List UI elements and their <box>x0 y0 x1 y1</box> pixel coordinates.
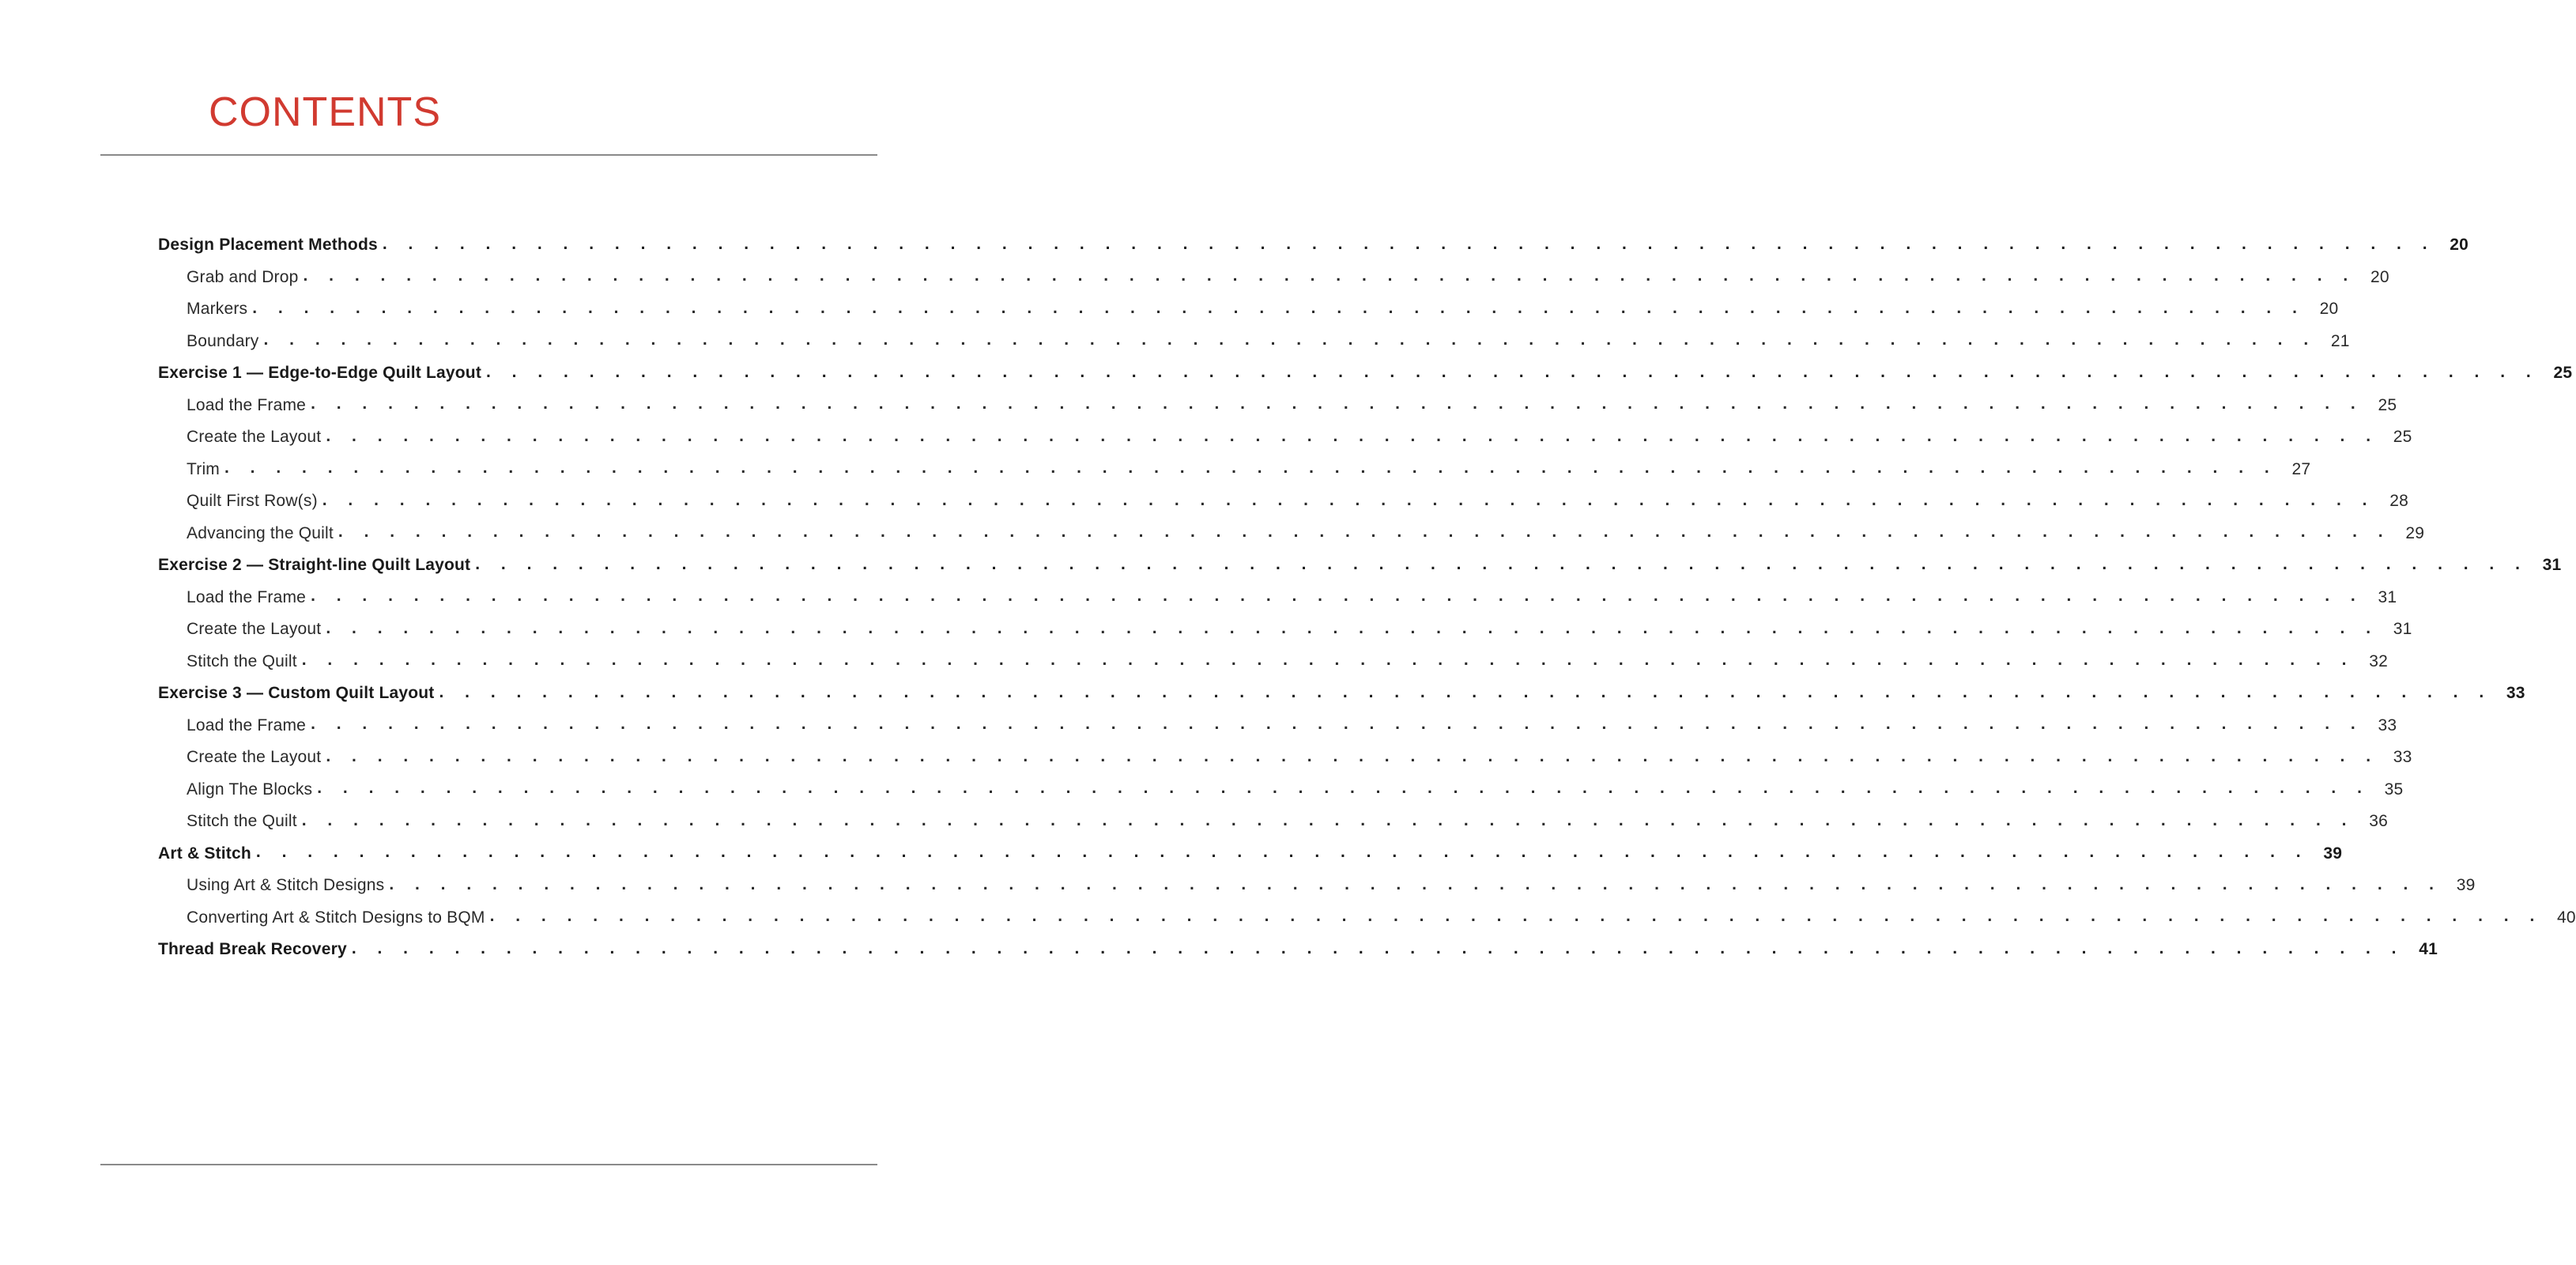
dot-leader: . . . . . . . . . . . . . . . . . . . . . . . . . . . . . . . . . . . . . . . . . . . . . . . . . . . . . . . . . . . . . . . . . . . . . . . . . . . . . . . . <box>317 779 2370 798</box>
dot-leader: . . . . . . . . . . . . . . . . . . . . . . . . . . . . . . . . . . . . . . . . . . . . . . . . . . . . . . . . . . . . . . . . . . . . . . . . . . . . . . . . <box>382 234 2436 253</box>
toc-entry-label: Boundary <box>187 331 259 350</box>
dot-leader: . . . . . . . . . . . . . . . . . . . . . . . . . . . . . . . . . . . . . . . . . . . . . . . . . . . . . . . . . . . . . . . . . . . . . . . . . . . . . . . . <box>326 426 2379 445</box>
toc-subsection-entry[interactable] <box>158 293 2339 326</box>
toc-entry-label: Stitch the Quilt <box>187 651 297 670</box>
toc-section-entry[interactable] <box>158 357 2573 390</box>
toc-subsection-entry[interactable] <box>158 485 2408 518</box>
toc-entry-label: Markers <box>187 300 248 319</box>
toc-subsection-entry[interactable] <box>158 614 2412 646</box>
toc-entry-page-number: 31 <box>2542 556 2562 575</box>
dot-leader: . . . . . . . . . . . . . . . . . . . . . . . . . . . . . . . . . . . . . . . . . . . . . . . . . . . . . . . . . . . . . . . . . . . . . . . . . . . . . . . . <box>322 490 2375 509</box>
toc-entry-label: Thread Break Recovery <box>158 940 347 959</box>
toc-entry-page-number: 25 <box>2553 364 2573 383</box>
dot-leader: . . . . . . . . . . . . . . . . . . . . . . . . . . . . . . . . . . . . . . . . . . . . . . . . . . . . . . . . . . . . . . . . . . . . . . . . . . . . . . . . <box>301 810 2355 829</box>
dot-leader: . . . . . . . . . . . . . . . . . . . . . . . . . . . . . . . . . . . . . . . . . . . . . . . . . . . . . . . . . . . . . . . . . . . . . . . . . . . . . . . . <box>439 682 2492 701</box>
toc-entry-page-number: 31 <box>2393 620 2412 639</box>
toc-entry-page-number: 41 <box>2419 940 2438 959</box>
toc-entry-page-number: 39 <box>2456 876 2476 895</box>
toc-entry-page-number: 29 <box>2405 523 2425 542</box>
toc-entry-label: Exercise 2 — Straight-line Quilt Layout <box>158 556 471 575</box>
toc-subsection-entry[interactable] <box>158 710 2397 742</box>
dot-leader: . . . . . . . . . . . . . . . . . . . . . . . . . . . . . . . . . . . . . . . . . . . . . . . . . . . . . . . . . . . . . . . . . . . . . . . . . . . . . . . . <box>311 587 2364 606</box>
dot-leader: . . . . . . . . . . . . . . . . . . . . . . . . . . . . . . . . . . . . . . . . . . . . . . . . . . . . . . . . . . . . . . . . . . . . . . . . . . . . . . . . <box>303 266 2356 285</box>
toc-entry-page-number: 31 <box>2378 587 2397 606</box>
dot-leader: . . . . . . . . . . . . . . . . . . . . . . . . . . . . . . . . . . . . . . . . . . . . . . . . . . . . . . . . . . . . . . . . . . . . . . . . . . . . . . . . <box>486 362 2540 381</box>
toc-entry-label: Create the Layout <box>187 748 322 767</box>
toc-subsection-entry[interactable] <box>158 421 2412 454</box>
toc-entry-page-number: 33 <box>2393 748 2412 767</box>
bottom-divider <box>100 1164 877 1165</box>
toc-entry-page-number: 20 <box>2450 236 2469 255</box>
toc-entry-label: Load the Frame <box>187 587 307 606</box>
dot-leader: . . . . . . . . . . . . . . . . . . . . . . . . . . . . . . . . . . . . . . . . . . . . . . . . . . . . . . . . . . . . . . . . . . . . . . . . . . . . . . . . <box>326 746 2379 765</box>
dot-leader: . . . . . . . . . . . . . . . . . . . . . . . . . . . . . . . . . . . . . . . . . . . . . . . . . . . . . . . . . . . . . . . . . . . . . . . . . . . . . . . . <box>338 523 2392 542</box>
toc-entry-label: Create the Layout <box>187 620 322 639</box>
toc-entry-page-number: 21 <box>2330 331 2350 350</box>
toc-entry-page-number: 33 <box>2378 716 2397 734</box>
dot-leader: . . . . . . . . . . . . . . . . . . . . . . . . . . . . . . . . . . . . . . . . . . . . . . . . . . . . . . . . . . . . . . . . . . . . . . . . . . . . . . . . <box>475 554 2529 573</box>
toc-entry-label: Art & Stitch <box>158 844 251 863</box>
dot-leader: . . . . . . . . . . . . . . . . . . . . . . . . . . . . . . . . . . . . . . . . . . . . . . . . . . . . . . . . . . . . . . . . . . . . . . . . . . . . . . . . <box>263 330 2317 349</box>
page-title: CONTENTS <box>209 89 441 135</box>
toc-entry-label: Load the Frame <box>187 716 307 734</box>
toc-subsection-entry[interactable] <box>158 326 2350 358</box>
toc-entry-page-number: 20 <box>2370 267 2389 286</box>
toc-entry-label: Using Art & Stitch Designs <box>187 876 385 895</box>
toc-subsection-entry[interactable] <box>158 262 2389 294</box>
toc-section-entry[interactable] <box>158 934 2438 966</box>
toc-entry-page-number: 25 <box>2393 428 2412 447</box>
dot-leader: . . . . . . . . . . . . . . . . . . . . . . . . . . . . . . . . . . . . . . . . . . . . . . . . . . . . . . . . . . . . . . . . . . . . . . . . . . . . . . . . <box>255 843 2310 862</box>
toc-entry-label: Grab and Drop <box>187 267 299 286</box>
toc-entry-label: Trim <box>187 459 221 478</box>
dot-leader: . . . . . . . . . . . . . . . . . . . . . . . . . . . . . . . . . . . . . . . . . . . . . . . . . . . . . . . . . . . . . . . . . . . . . . . . . . . . . . . . <box>351 938 2405 957</box>
toc-entry-label: Exercise 3 — Custom Quilt Layout <box>158 684 435 703</box>
top-divider <box>100 154 877 156</box>
toc-section-entry[interactable] <box>158 229 2469 262</box>
dot-leader: . . . . . . . . . . . . . . . . . . . . . . . . . . . . . . . . . . . . . . . . . . . . . . . . . . . . . . . . . . . . . . . . . . . . . . . . . . . . . . . . <box>489 907 2543 926</box>
toc-section-entry[interactable] <box>158 838 2343 870</box>
toc-subsection-entry[interactable] <box>158 806 2388 838</box>
dot-leader: . . . . . . . . . . . . . . . . . . . . . . . . . . . . . . . . . . . . . . . . . . . . . . . . . . . . . . . . . . . . . . . . . . . . . . . . . . . . . . . . <box>252 298 2306 317</box>
toc-subsection-entry[interactable] <box>158 742 2412 774</box>
toc-entry-page-number: 33 <box>2506 684 2525 703</box>
toc-entry-page-number: 35 <box>2384 780 2404 799</box>
toc-entry-label: Quilt First Row(s) <box>187 492 318 511</box>
toc-entry-label: Align The Blocks <box>187 780 313 799</box>
toc-subsection-entry[interactable] <box>158 774 2404 806</box>
toc-entry-label: Converting Art & Stitch Designs to BQM <box>187 908 485 927</box>
toc-entry-label: Advancing the Quilt <box>187 523 334 542</box>
toc-subsection-entry[interactable] <box>158 902 2576 935</box>
toc-subsection-entry[interactable] <box>158 454 2311 486</box>
toc-subsection-entry[interactable] <box>158 646 2388 678</box>
toc-entry-page-number: 36 <box>2369 812 2388 831</box>
toc-subsection-entry[interactable] <box>158 518 2425 550</box>
dot-leader: . . . . . . . . . . . . . . . . . . . . . . . . . . . . . . . . . . . . . . . . . . . . . . . . . . . . . . . . . . . . . . . . . . . . . . . . . . . . . . . . <box>311 395 2364 413</box>
toc-subsection-entry[interactable] <box>158 870 2476 902</box>
dot-leader: . . . . . . . . . . . . . . . . . . . . . . . . . . . . . . . . . . . . . . . . . . . . . . . . . . . . . . . . . . . . . . . . . . . . . . . . . . . . . . . . <box>389 874 2442 893</box>
toc-section-entry[interactable] <box>158 678 2525 710</box>
table-of-contents <box>158 229 2576 966</box>
toc-entry-label: Load the Frame <box>187 395 307 414</box>
toc-entry-label: Stitch the Quilt <box>187 812 297 831</box>
toc-subsection-entry[interactable] <box>158 582 2397 614</box>
dot-leader: . . . . . . . . . . . . . . . . . . . . . . . . . . . . . . . . . . . . . . . . . . . . . . . . . . . . . . . . . . . . . . . . . . . . . . . . . . . . . . . . <box>301 651 2355 670</box>
dot-leader: . . . . . . . . . . . . . . . . . . . . . . . . . . . . . . . . . . . . . . . . . . . . . . . . . . . . . . . . . . . . . . . . . . . . . . . . . . . . . . . . <box>326 618 2379 637</box>
dot-leader: . . . . . . . . . . . . . . . . . . . . . . . . . . . . . . . . . . . . . . . . . . . . . . . . . . . . . . . . . . . . . . . . . . . . . . . . . . . . . . . . <box>224 459 2278 478</box>
toc-section-entry[interactable] <box>158 549 2562 582</box>
toc-subsection-entry[interactable] <box>158 390 2397 422</box>
dot-leader: . . . . . . . . . . . . . . . . . . . . . . . . . . . . . . . . . . . . . . . . . . . . . . . . . . . . . . . . . . . . . . . . . . . . . . . . . . . . . . . . <box>311 715 2364 734</box>
toc-entry-page-number: 39 <box>2323 844 2343 863</box>
toc-entry-page-number: 40 <box>2557 908 2576 927</box>
toc-entry-page-number: 27 <box>2291 459 2311 478</box>
toc-entry-label: Exercise 1 — Edge-to-Edge Quilt Layout <box>158 364 482 383</box>
toc-entry-page-number: 25 <box>2378 395 2397 414</box>
toc-entry-page-number: 28 <box>2389 492 2408 511</box>
toc-entry-label: Create the Layout <box>187 428 322 447</box>
toc-entry-page-number: 32 <box>2369 651 2388 670</box>
toc-entry-page-number: 20 <box>2319 300 2339 319</box>
toc-entry-label: Design Placement Methods <box>158 236 378 255</box>
